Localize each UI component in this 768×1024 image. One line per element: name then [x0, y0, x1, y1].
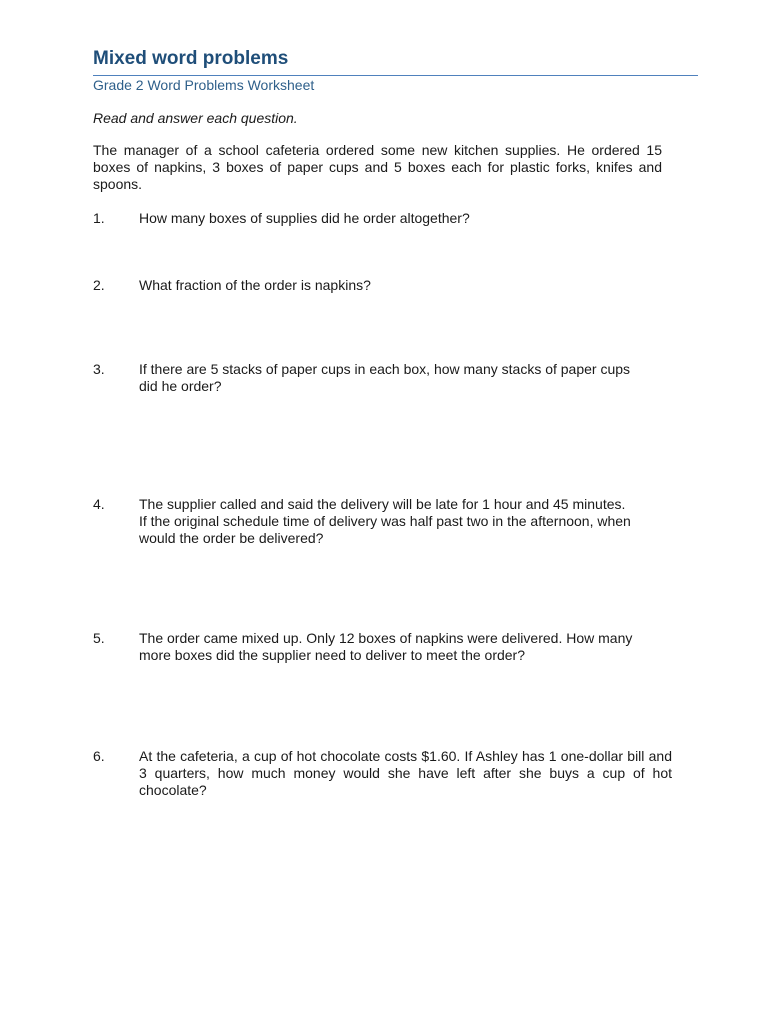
question-text: How many boxes of supplies did he order altogether?	[139, 210, 470, 226]
question-number: 1.	[93, 210, 105, 226]
question-text: If there are 5 stacks of paper cups in each box, how many stacks of paper cups did he order?	[139, 361, 631, 394]
page-subtitle: Grade 2 Word Problems Worksheet	[93, 77, 315, 93]
page-title: Mixed word problems	[93, 48, 289, 69]
question-number: 5.	[93, 630, 105, 646]
question-3	[93, 361, 673, 395]
question-5	[93, 630, 673, 664]
question-6	[93, 748, 673, 799]
question-number: 6.	[93, 748, 105, 764]
question-1	[93, 210, 673, 227]
question-text: The order came mixed up. Only 12 boxes of napkins were delivered. How many more boxes did the supplier need to deliver to meet the order?	[139, 630, 633, 663]
question-number: 4.	[93, 496, 105, 512]
question-4	[93, 496, 673, 547]
question-number: 2.	[93, 277, 105, 293]
intro-paragraph: The manager of a school cafeteria ordered some new kitchen supplies. He ordered 15 boxes of napkins, 3 boxes of paper cups and 5 boxes each for plastic forks, knifes and spoons.	[93, 142, 662, 192]
instructions-text: Read and answer each question.	[93, 110, 298, 126]
question-2	[93, 277, 673, 294]
question-text: At the cafeteria, a cup of hot chocolate costs $1.60. If Ashley has 1 one-dollar bill and 3 quarters, how much money would she have left after she buys a cup of hot chocolate?	[139, 748, 672, 798]
question-text: What fraction of the order is napkins?	[139, 277, 371, 293]
question-number: 3.	[93, 361, 105, 377]
question-text: The supplier called and said the delivery will be late for 1 hour and 45 minutes. If the original schedule time of delivery was half past two in the afternoon, when would the order be delivered?	[139, 496, 631, 546]
